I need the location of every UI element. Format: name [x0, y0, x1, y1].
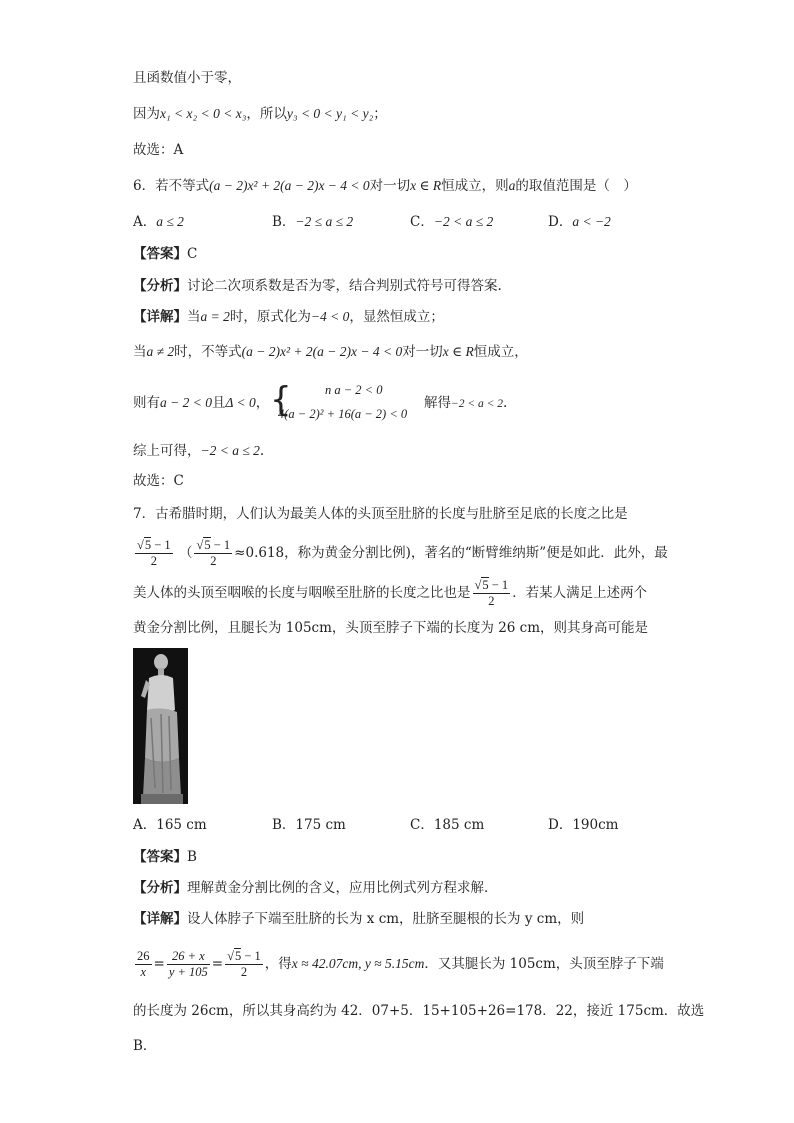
golden-ratio-fraction: $\frac{√5 - 1}{2}$: [227, 949, 261, 979]
detail-6-line5: 故选：C: [133, 473, 184, 489]
fraction: $\frac{26 + x}{y + 105}$: [168, 949, 208, 979]
question-6: 6．若不等式(a − 2)x² + 2(a − 2)x − 4 < 0对一切x ∈ R恒成立，则a的取值范围是（ ）: [133, 178, 637, 194]
fraction: $\frac{26}{x}$: [137, 949, 150, 979]
text-line: 且函数值小于零，: [133, 70, 241, 86]
golden-ratio-fraction: $\frac{√5 - 1}{2}$: [137, 538, 171, 568]
analysis-6: 【分析】讨论二次项系数是否为零，结合判别式符号可得答案.: [133, 278, 502, 294]
question-7-line3: 美人体的头顶至咽喉的长度与咽喉至肚脐的长度之比也是 $\frac{√5 - 1}{2}$ ．若某人满足上述两个: [133, 578, 648, 608]
detail-6: 【详解】当a = 2时，原式化为−4 < 0，显然恒成立；: [133, 309, 444, 325]
system-brace: {: [270, 380, 292, 420]
system-top: n a − 2 < 0: [325, 383, 383, 397]
detail-7: 【详解】设人体脖子下端至肚脐的长为 x cm，肚脐至腿根的长为 y cm，则: [133, 911, 585, 927]
detail-7-line3: 的长度为 26cm，所以其身高约为 42．07+5．15+105+26=178．22，接近 175cm．故选: [133, 1003, 705, 1019]
analysis-7: 【分析】理解黄金分割比例的含义，应用比例式列方程求解．: [133, 880, 498, 896]
answer-6: 【答案】C: [133, 246, 198, 262]
detail-6-solve: 解得−2 < a < 2.: [424, 395, 508, 411]
venus-de-milo-image: [133, 648, 188, 804]
detail-6-line3: 则有a − 2 < 0且Δ < 0，: [133, 395, 270, 411]
text-line: 故选：A: [133, 142, 184, 158]
golden-ratio-fraction: $\frac{√5 - 1}{2}$: [196, 538, 231, 568]
detail-6-line2: 当a ≠ 2时，不等式(a − 2)x² + 2(a − 2)x − 4 < 0对一切x ∈ R恒成立，: [133, 344, 528, 360]
system-bottom: 4(a − 2)² + 16(a − 2) < 0: [278, 407, 408, 421]
question-7-line2: $\frac{√5 - 1}{2}$ （ $\frac{√5 - 1}{2}$ ≈0.618，称为黄金分割比例)，著名的“断臂维纳斯”便是如此．此外，最: [137, 538, 668, 568]
text-line: 因为x₁ < x₂ < 0 < x₃，所以y₃ < 0 < y₁ < y₂；: [133, 106, 387, 122]
golden-ratio-fraction: $\frac{√5 - 1}{2}$: [474, 578, 509, 608]
detail-7-line4: B．: [133, 1038, 157, 1054]
detail-6-line4: 综上可得，−2 < a ≤ 2.: [133, 443, 265, 459]
question-7-line4: 黄金分割比例，且腿长为 105cm，头顶至脖子下端的长度为 26 cm，则其身高可能是: [133, 620, 649, 636]
question-7: 7．古希腊时期，人们认为最美人体的头顶至肚脐的长度与肚脐至足底的长度之比是: [133, 506, 628, 522]
answer-7: 【答案】B: [133, 849, 197, 865]
detail-7-line2: $\frac{26}{x}$ = $\frac{26 + x}{y + 105}$ = $\frac{√5 - 1}{2}$ ，得x ≈ 42.07cm, y ≈ 5.15cm．又其腿长为 105cm，头顶至脖子下端: [137, 949, 664, 979]
